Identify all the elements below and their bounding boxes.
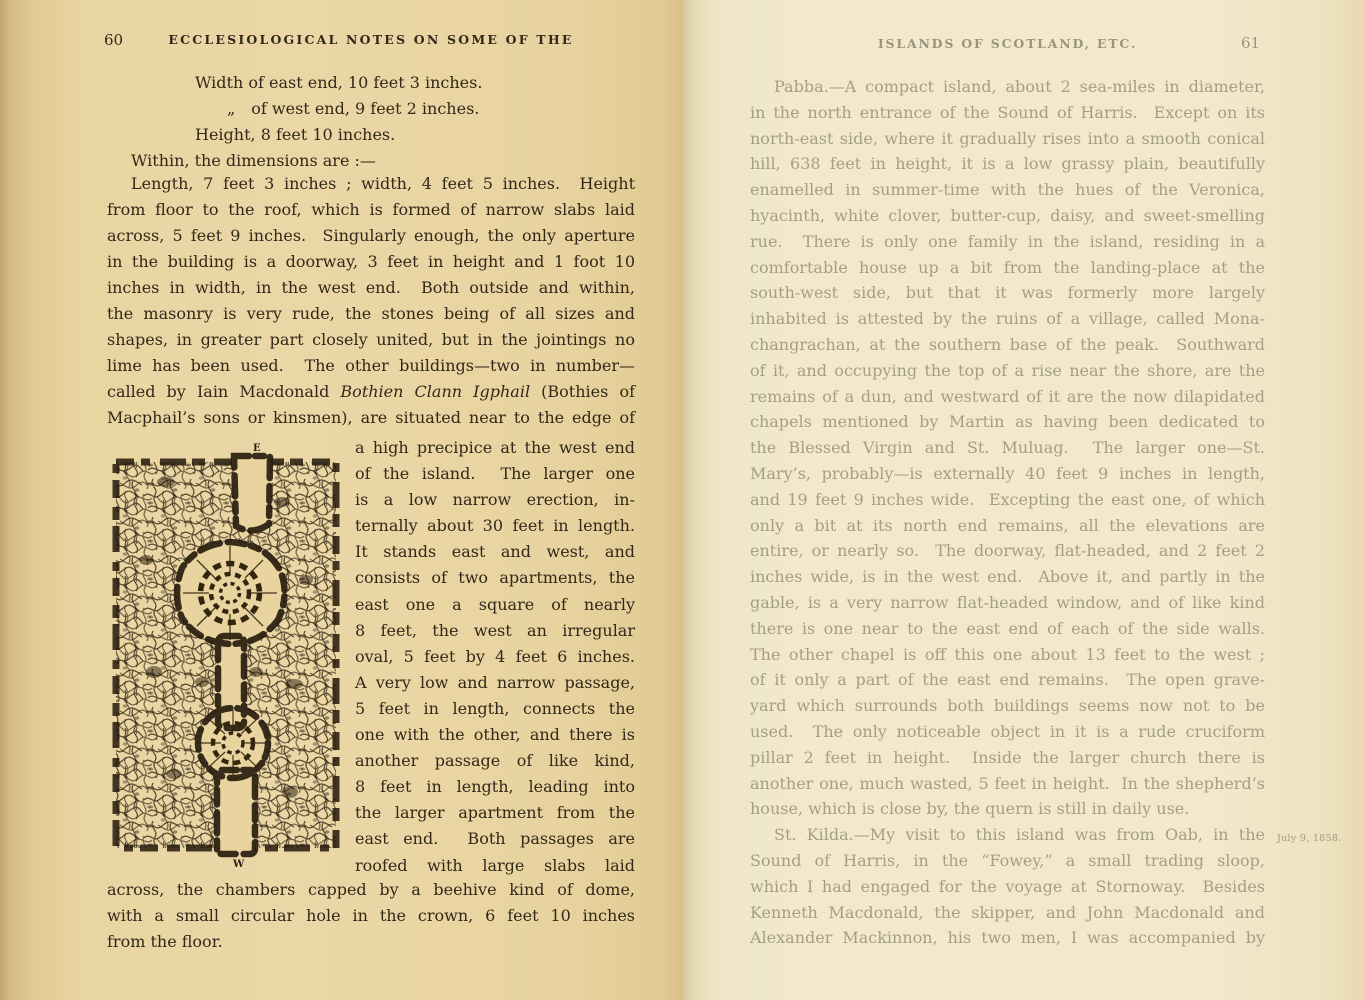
bothy-plan-figure — [106, 440, 348, 870]
text-line: of the island. The larger one — [355, 464, 635, 484]
running-header-right: ISLANDS OF SCOTLAND, ETC. — [877, 36, 1138, 51]
text-line: 8 feet in length, leading into — [355, 777, 635, 797]
running-header-left: ECCLESIOLOGICAL NOTES ON SOME OF THE — [168, 32, 574, 47]
text-line: Macphail’s sons or kinsmen), are situated near to the edge of — [107, 408, 635, 427]
text-line: oval, 5 feet by 4 feet 6 inches. — [355, 646, 635, 666]
text-line: roofed with large slabs laid — [355, 855, 635, 875]
page-right — [683, 0, 1364, 1000]
text-line: It stands east and west, and — [355, 542, 635, 562]
text-line: a high precipice at the west end — [355, 438, 635, 457]
text-line: Alexander Mackinnon, his two men, I was accompanied by — [750, 928, 1265, 948]
text-line: in the building is a doorway, 3 feet in height and 1 foot 10 — [107, 252, 635, 271]
text-line: is a low narrow erection, in- — [355, 490, 635, 510]
text-line: south-west side, but that it was formerly more largely — [750, 283, 1265, 303]
text-line: Width of east end, 10 feet 3 inches. — [107, 73, 483, 92]
text-line: another passage of like kind, — [355, 751, 635, 771]
text-line: across, the chambers capped by a beehive kind of dome, — [107, 880, 635, 899]
text-line: lime has been used. The other buildings—two in number— — [107, 356, 635, 375]
text-line: there is one near to the east end of each of the side walls. — [750, 618, 1265, 638]
text-line: used. The only noticeable object in it is a rude cruciform — [750, 721, 1265, 741]
page-number-left: 60 — [104, 31, 124, 49]
text-line: across, 5 feet 9 inches. Singularly enough, the only aperture — [107, 226, 635, 245]
text-line: chapels mentioned by Martin as having been dedicated to — [750, 412, 1265, 432]
text-line: of it, and occupying the top of a rise near the shore, are the — [750, 360, 1265, 380]
text-line: the larger apartment from the — [355, 803, 635, 823]
text-line: from the floor. — [107, 932, 223, 951]
text-line: hyacinth, white clover, butter-cup, daisy, and sweet-smelling — [750, 205, 1265, 225]
text-line: inhabited is attested by the ruins of a village, called Mona- — [750, 309, 1265, 329]
text-line: consists of two apartments, the — [355, 568, 635, 588]
text-line: north-east side, where it gradually rises into a smooth conical — [750, 128, 1265, 148]
paragraph-block — [107, 171, 635, 431]
text-line: inches in width, in the west end. Both outside and within, — [107, 278, 635, 297]
text-line: which I had engaged for the voyage at Stornoway. Besides — [750, 876, 1265, 896]
text-line: rue. There is only one family in the island, residing in a — [750, 231, 1265, 251]
measurement-block — [107, 70, 635, 174]
margin-note: July 9, 1858. — [1277, 833, 1342, 844]
text-line: The other chapel is off this one about 13 feet to the west ; — [750, 644, 1265, 664]
text-line: inches wide, is in the west end. Above it, and partly in the — [750, 567, 1265, 587]
text-line: in the north entrance of the Sound of Harris. Except on its — [750, 102, 1265, 122]
text-line: pillar 2 feet in height. Inside the larger church there is — [750, 747, 1265, 767]
text-line: Within, the dimensions are :— — [107, 151, 376, 170]
text-line: entire, or nearly so. The doorway, flat-headed, and 2 feet 2 — [750, 541, 1265, 561]
text-line: from floor to the roof, which is formed of narrow slabs laid — [107, 200, 635, 219]
text-line: the masonry is very rude, the stones being of all sizes and — [107, 304, 635, 323]
text-line: with a small circular hole in the crown, 6 feet 10 inches — [107, 906, 635, 925]
text-line: 8 feet, the west an irregular — [355, 620, 635, 640]
text-line: called by Iain Macdonald Bothien Clann Igphail (Bothies of — [107, 382, 636, 401]
text-line: remains of a dun, and westward of it are the now dilapidated — [750, 386, 1265, 406]
text-line: Height, 8 feet 10 inches. — [107, 125, 396, 144]
figure-label-west: W — [233, 859, 245, 870]
text-line: A very low and narrow passage, — [355, 672, 635, 692]
text-line: Mary’s, probably—is externally 40 feet 9 inches in length, — [750, 463, 1265, 483]
text-line: Sound of Harris, in the “Fowey,” a small trading sloop, — [750, 850, 1265, 870]
figure-side-column — [355, 435, 635, 879]
text-line: Length, 7 feet 3 inches ; width, 4 feet 5 inches. Height — [107, 174, 635, 193]
text-line: hill, 638 feet in height, it is a low grassy plain, beautifully — [750, 154, 1265, 174]
text-line: „ of west end, 9 feet 2 inches. — [107, 99, 480, 118]
figure-label-east: E — [253, 443, 261, 454]
text-line: of it only a part of the east end remains. The open grave- — [750, 670, 1265, 690]
text-line: Pabba.—A compact island, about 2 sea-miles in diameter, — [750, 77, 1265, 96]
text-line: Kenneth Macdonald, the skipper, and John Macdonald and — [750, 902, 1265, 922]
text-line: 5 feet in length, connects the — [355, 698, 635, 718]
body-text — [750, 74, 1265, 951]
text-line: the Blessed Virgin and St. Muluag. The larger one—St. — [750, 438, 1265, 458]
text-line: east end. Both passages are — [355, 829, 635, 849]
text-line: comfortable house up a bit from the landing-place at the — [750, 257, 1265, 277]
text-line: and 19 feet 9 inches wide. Excepting the east one, of which — [750, 489, 1265, 509]
bottom-paragraph — [107, 877, 635, 955]
text-line: shapes, in greater part closely united, but in the jointings no — [107, 330, 635, 349]
page-number-right: 61 — [1241, 34, 1261, 52]
text-line: only a bit at its north end remains, all the elevations are — [750, 515, 1265, 535]
text-line: enamelled in summer-time with the hues of the Veronica, — [750, 180, 1265, 200]
text-line: another one, much wasted, 5 feet in height. In the shepherd’s — [750, 773, 1265, 793]
text-line: east one a square of nearly — [355, 594, 635, 614]
text-line: one with the other, and there is — [355, 725, 635, 745]
text-line: ternally about 30 feet in length. — [355, 516, 635, 536]
text-line: house, which is close by, the quern is still in daily use. — [750, 799, 1190, 819]
text-line: St. Kilda.—My visit to this island was from Oab, in the — [750, 825, 1265, 845]
text-line: yard which surrounds both buildings seems now not to be — [750, 696, 1265, 716]
text-line: changrachan, at the southern base of the peak. Southward — [750, 334, 1265, 354]
text-line: gable, is a very narrow flat-headed window, and of like kind — [750, 592, 1265, 612]
